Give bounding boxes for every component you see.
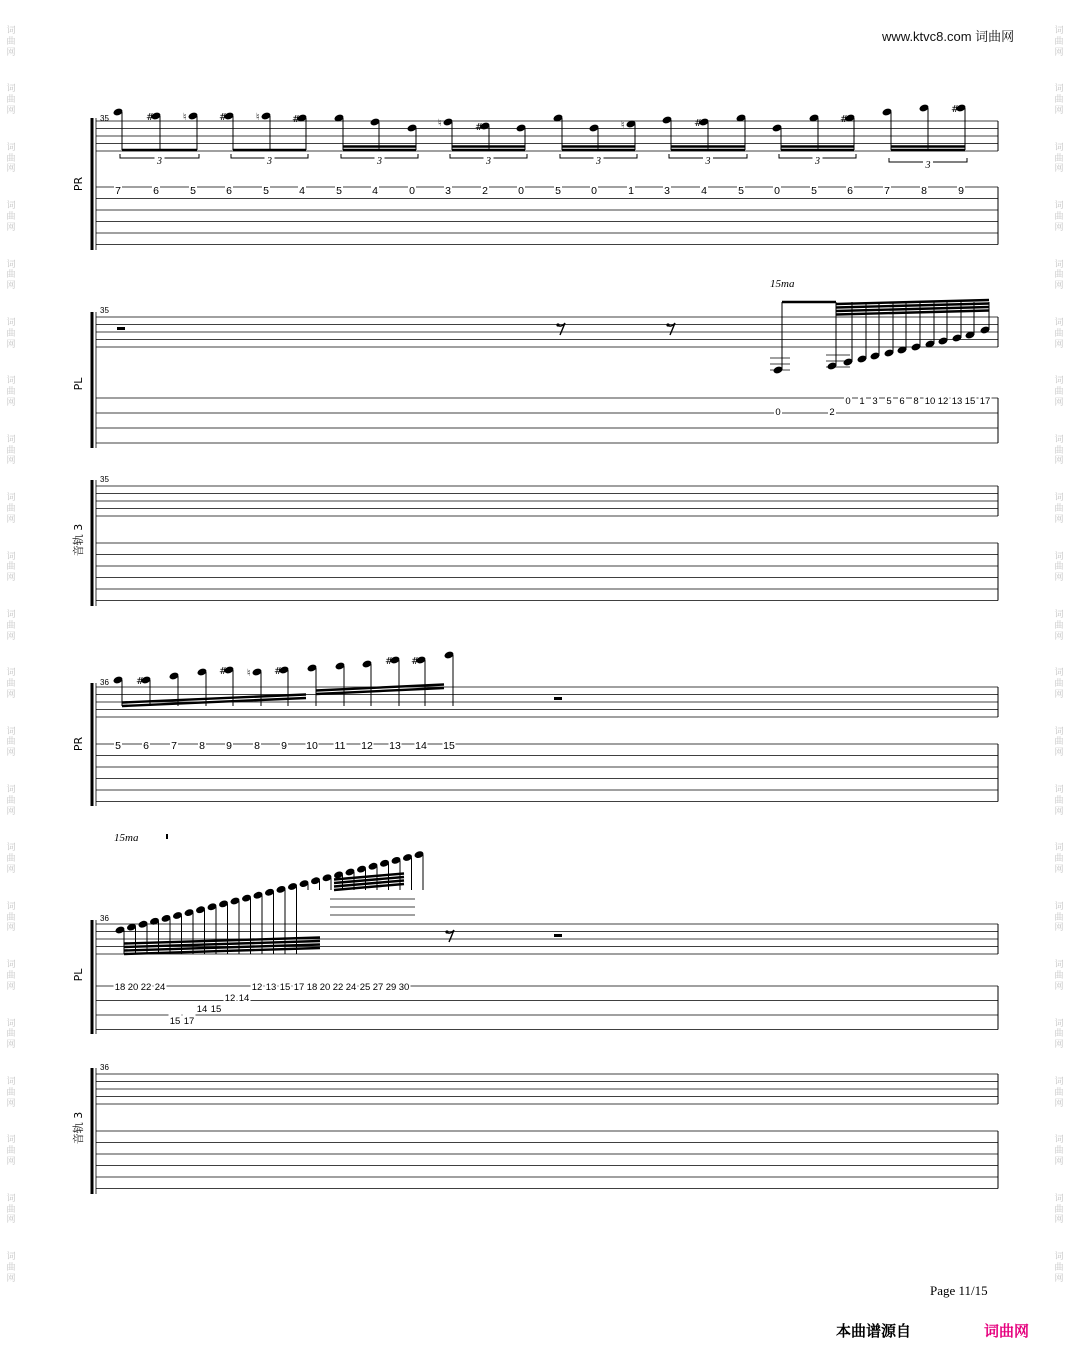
tab-number: 22 [140,982,152,993]
tab-number: 17 [293,982,305,993]
watermark-char: 网 [1054,806,1064,817]
watermark-char: 曲 [6,620,16,631]
watermark-char: 网 [1054,105,1064,116]
tab-number: 20 [127,982,139,993]
watermark-char: 曲 [1054,328,1064,339]
track-label-pl: PL [72,377,85,391]
watermark-char: 网 [1054,456,1064,467]
track-label-pl: PL [72,968,85,982]
tuplet-number: 3 [267,156,272,167]
watermark-char: 网 [1054,397,1064,408]
measure-number: 36 [100,678,109,687]
tab-number: 5 [190,185,196,197]
watermark-char: 词 [6,201,16,212]
watermark-char: 词 [6,142,16,153]
watermark-char: 曲 [1054,211,1064,222]
track-label-3: 音轨 3 [72,523,85,557]
watermark-char: 词 [6,785,16,796]
tuplet-number: 3 [157,156,162,167]
watermark-char: 网 [6,573,16,584]
accidental-sign: # [411,656,420,667]
watermark-char: 词 [1054,843,1064,854]
tab-number: 10 [306,740,318,752]
watermark-char: 曲 [1054,445,1064,456]
watermark-char: 词 [6,726,16,737]
watermark-char: 词 [6,551,16,562]
watermark-char: 网 [6,514,16,525]
accidental-sign: # [146,112,155,123]
tab-number: 5 [263,185,269,197]
tab-number: 24 [345,982,357,993]
tab-number: 6 [153,185,159,197]
accidental-sign: ♮ [247,668,251,679]
watermark-char: 网 [6,1215,16,1226]
watermark-char: 网 [6,689,16,700]
watermark-char: 词 [6,26,16,36]
watermark-char: 曲 [6,1029,16,1040]
watermark-char: 词 [1054,317,1064,328]
tuplet-number: 3 [925,160,931,171]
watermark-char: 曲 [6,270,16,281]
tab-number: 5 [886,396,892,407]
watermark-char: 网 [1054,748,1064,759]
watermark-char: 曲 [6,795,16,806]
tab-number: 14 [196,1004,208,1015]
accidental-sign: # [136,676,145,687]
eighth-rest-dot [445,930,448,933]
ottava-marking: 15ma [114,832,139,844]
watermark-char: 词 [6,901,16,912]
tuplet-number: 3 [705,156,711,167]
tab-number: 12 [937,396,949,407]
watermark-char: 词 [1054,1252,1064,1263]
measure-number: 35 [100,475,109,484]
watermark-char: 网 [6,164,16,175]
watermark-char: 曲 [6,971,16,982]
accidental-sign: ♮ [621,120,625,131]
tab-number: 1 [859,396,865,407]
accidental-sign: # [951,104,960,115]
watermark-char: 网 [1054,339,1064,350]
track-label-3: 音轨 3 [72,1111,85,1145]
tab-number: 6 [847,185,853,197]
watermark-char: 词 [1054,493,1064,504]
tab-number: 0 [774,185,780,197]
watermark-char: 曲 [6,737,16,748]
tab-number: 15 [210,1004,222,1015]
page-number: Page 11/15 [930,1283,988,1298]
tab-number: 18 [114,982,126,993]
ottava-dot [166,834,168,839]
tab-number: 15 [964,396,976,407]
accidental-sign: # [219,112,228,123]
accidental-sign: # [219,666,228,677]
watermark-char: 词 [1054,1193,1064,1204]
tab-number: 3 [872,396,878,407]
watermark-char: 词 [6,1018,16,1029]
accidental-sign: # [274,666,283,677]
watermark-char: 曲 [1054,36,1064,47]
watermark-char: 曲 [1054,795,1064,806]
watermark-char: 词 [1054,726,1064,737]
tab-number: 4 [372,185,378,197]
watermark-char: 曲 [6,211,16,222]
watermark-char: 曲 [1054,95,1064,106]
watermark-char: 词 [1054,201,1064,212]
watermark-char: 曲 [1054,854,1064,865]
watermark-char: 网 [1054,1098,1064,1109]
tab-number: 17 [979,396,991,407]
tab-number: 2 [482,185,488,197]
tab-number: 6 [226,185,232,197]
footer-brand: 词曲网 [984,1322,1030,1340]
eighth-rest-dot [666,323,669,326]
watermark-char: 曲 [6,854,16,865]
half-rest [117,327,125,330]
watermark-char: 网 [1054,1215,1064,1226]
watermark-char: 曲 [1054,971,1064,982]
watermark-char: 网 [6,923,16,934]
tab-number: 20 [319,982,331,993]
tab-number: 30 [398,982,410,993]
watermark-char: 词 [1054,1077,1064,1088]
watermark-char: 词 [6,434,16,445]
track-label-pr: PR [72,176,85,192]
watermark-char: 曲 [1054,912,1064,923]
watermark-char: 词 [1054,376,1064,387]
watermark-char: 曲 [6,912,16,923]
watermark-char: 词 [6,1193,16,1204]
watermark-char: 词 [1054,551,1064,562]
tab-number: 5 [115,740,121,752]
watermark-char: 网 [6,1273,16,1284]
tab-number: 14 [238,993,250,1004]
watermark-char: 词 [6,317,16,328]
watermark-char: 词 [6,84,16,95]
watermark-char: 曲 [1054,737,1064,748]
tab-number: 24 [154,982,166,993]
watermark-char: 词 [6,609,16,620]
watermark-char: 曲 [6,36,16,47]
accidental-sign: # [475,122,484,133]
watermark-char: 网 [1054,1040,1064,1051]
measure-number: 35 [100,114,109,123]
watermark-char: 词 [6,259,16,270]
tab-number: 8 [913,396,919,407]
watermark-char: 词 [1054,1018,1064,1029]
watermark-char: 网 [1054,1273,1064,1284]
watermark-char: 曲 [6,328,16,339]
watermark-char: 曲 [1054,679,1064,690]
tab-number: 0 [518,185,524,197]
watermark-char: 曲 [6,95,16,106]
watermark-char: 曲 [1054,1087,1064,1098]
tab-number: 5 [738,185,744,197]
watermark-char: 词 [6,843,16,854]
watermark-char: 网 [6,222,16,233]
tab-number: 5 [555,185,561,197]
track-label-pr: PR [72,736,85,752]
watermark-char: 词 [1054,785,1064,796]
watermark-char: 词 [1054,1135,1064,1146]
watermark-char: 词 [6,668,16,679]
tab-number: 12 [251,982,263,993]
watermark-char: 网 [1054,981,1064,992]
watermark-char: 词 [1054,259,1064,270]
tab-number: 17 [183,1016,195,1027]
watermark-char: 网 [6,397,16,408]
tab-number: 0 [775,407,781,418]
watermark-char: 曲 [1054,270,1064,281]
watermark-char: 网 [6,105,16,116]
accidental-sign: ♮ [183,112,187,123]
watermark-char: 词 [6,376,16,387]
tuplet-number: 3 [815,156,820,167]
tab-number: 25 [359,982,371,993]
tab-number: 9 [958,185,964,197]
watermark-char: 网 [6,1098,16,1109]
watermark-char: 网 [1054,1157,1064,1168]
tab-number: 5 [811,185,817,197]
tab-number: 7 [884,185,890,197]
watermark-char: 网 [1054,923,1064,934]
tab-number: 7 [115,185,121,197]
watermark-char: 曲 [6,153,16,164]
measure-number: 35 [100,306,109,315]
tab-number: 15 [169,1016,181,1027]
watermark-char: 网 [6,281,16,292]
tab-number: 14 [415,740,427,752]
tab-number: 11 [334,740,346,752]
watermark-char: 曲 [1054,503,1064,514]
watermark-char: 词 [1054,434,1064,445]
watermark-char: 曲 [1054,1146,1064,1157]
watermark-char: 曲 [6,445,16,456]
watermark-char: 曲 [1054,387,1064,398]
footer-source: 本曲谱源自 [836,1322,912,1340]
watermark-char: 网 [6,456,16,467]
tab-number: 3 [664,185,670,197]
accidental-sign: ♮ [256,112,260,123]
watermark-char: 网 [1054,514,1064,525]
watermark-char: 网 [1054,865,1064,876]
tab-number: 13 [265,982,277,993]
watermark-char: 词 [6,1135,16,1146]
watermark-char: 网 [6,981,16,992]
watermark-char: 网 [1054,164,1064,175]
tab-number: 18 [306,982,318,993]
tab-number: 8 [199,740,205,752]
watermark-char: 词 [6,1252,16,1263]
watermark-char: 词 [6,960,16,971]
watermark-char: 网 [6,1040,16,1051]
tab-number: 22 [332,982,344,993]
watermark-char: 网 [6,1157,16,1168]
tab-number: 13 [389,740,401,752]
tab-number: 15 [443,740,455,752]
watermark-char: 曲 [6,503,16,514]
watermark-char: 网 [1054,631,1064,642]
accidental-sign: # [694,118,703,129]
tab-number: 6 [143,740,149,752]
watermark-char: 曲 [6,679,16,690]
tuplet-number: 3 [596,156,601,167]
half-rest [554,697,562,700]
watermark-char: 网 [6,806,16,817]
watermark-char: 网 [1054,47,1064,58]
watermark-char: 词 [1054,901,1064,912]
tab-number: 12 [361,740,373,752]
watermark-char: 网 [6,631,16,642]
tab-number: 9 [226,740,232,752]
watermark-char: 曲 [1054,562,1064,573]
tab-number: 1 [628,185,634,197]
watermark-char: 词 [1054,960,1064,971]
watermark-char: 曲 [1054,153,1064,164]
tab-number: 8 [254,740,260,752]
tab-number: 0 [845,396,851,407]
watermark-char: 网 [6,748,16,759]
watermark-char: 词 [1054,26,1064,36]
watermark-char: 曲 [6,387,16,398]
watermark-char: 网 [6,865,16,876]
watermark-char: 网 [1054,222,1064,233]
tab-number: 4 [701,185,707,197]
accidental-sign: # [292,114,301,125]
tab-number: 2 [829,407,835,418]
watermark-char: 网 [6,47,16,58]
eighth-rest-dot [556,323,559,326]
watermark-char: 网 [1054,689,1064,700]
watermark-char: 词 [1054,142,1064,153]
watermark-char: 曲 [1054,620,1064,631]
watermark-char: 词 [1054,84,1064,95]
watermark-char: 曲 [1054,1204,1064,1215]
accidental-sign: ♮ [438,118,442,129]
watermark-char: 词 [6,1077,16,1088]
watermark-char: 曲 [6,562,16,573]
watermark-char: 网 [6,339,16,350]
site-url: www.ktvc8.com 词曲网 [882,29,1015,44]
tab-number: 5 [336,185,342,197]
measure-number: 36 [100,914,109,923]
tab-number: 27 [372,982,384,993]
tab-number: 13 [951,396,963,407]
tab-number: 8 [921,185,927,197]
tab-number: 12 [224,993,236,1004]
tab-number: 4 [299,185,305,197]
tuplet-number: 3 [377,156,382,167]
half-rest [554,934,562,937]
watermark-char: 曲 [6,1263,16,1273]
accidental-sign: # [385,656,394,667]
tab-number: 10 [924,396,936,407]
tab-number: 3 [445,185,451,197]
measure-number: 36 [100,1063,109,1072]
watermark-char: 网 [1054,281,1064,292]
watermark-char: 曲 [6,1087,16,1098]
tab-number: 6 [899,396,905,407]
watermark-char: 词 [1054,609,1064,620]
watermark-char: 曲 [6,1146,16,1157]
tab-number: 9 [281,740,287,752]
tab-number: 7 [171,740,177,752]
watermark-char: 网 [1054,573,1064,584]
watermark-char: 曲 [1054,1029,1064,1040]
tuplet-number: 3 [486,156,491,167]
tab-number: 29 [385,982,397,993]
watermark-char: 词 [1054,668,1064,679]
tab-number: 0 [591,185,597,197]
tab-number: 0 [409,185,415,197]
ottava-marking: 15ma [770,278,795,290]
tab-number: 15 [279,982,291,993]
watermark-char: 曲 [6,1204,16,1215]
watermark-char: 曲 [1054,1263,1064,1273]
watermark-char: 词 [6,493,16,504]
accidental-sign: # [840,114,849,125]
